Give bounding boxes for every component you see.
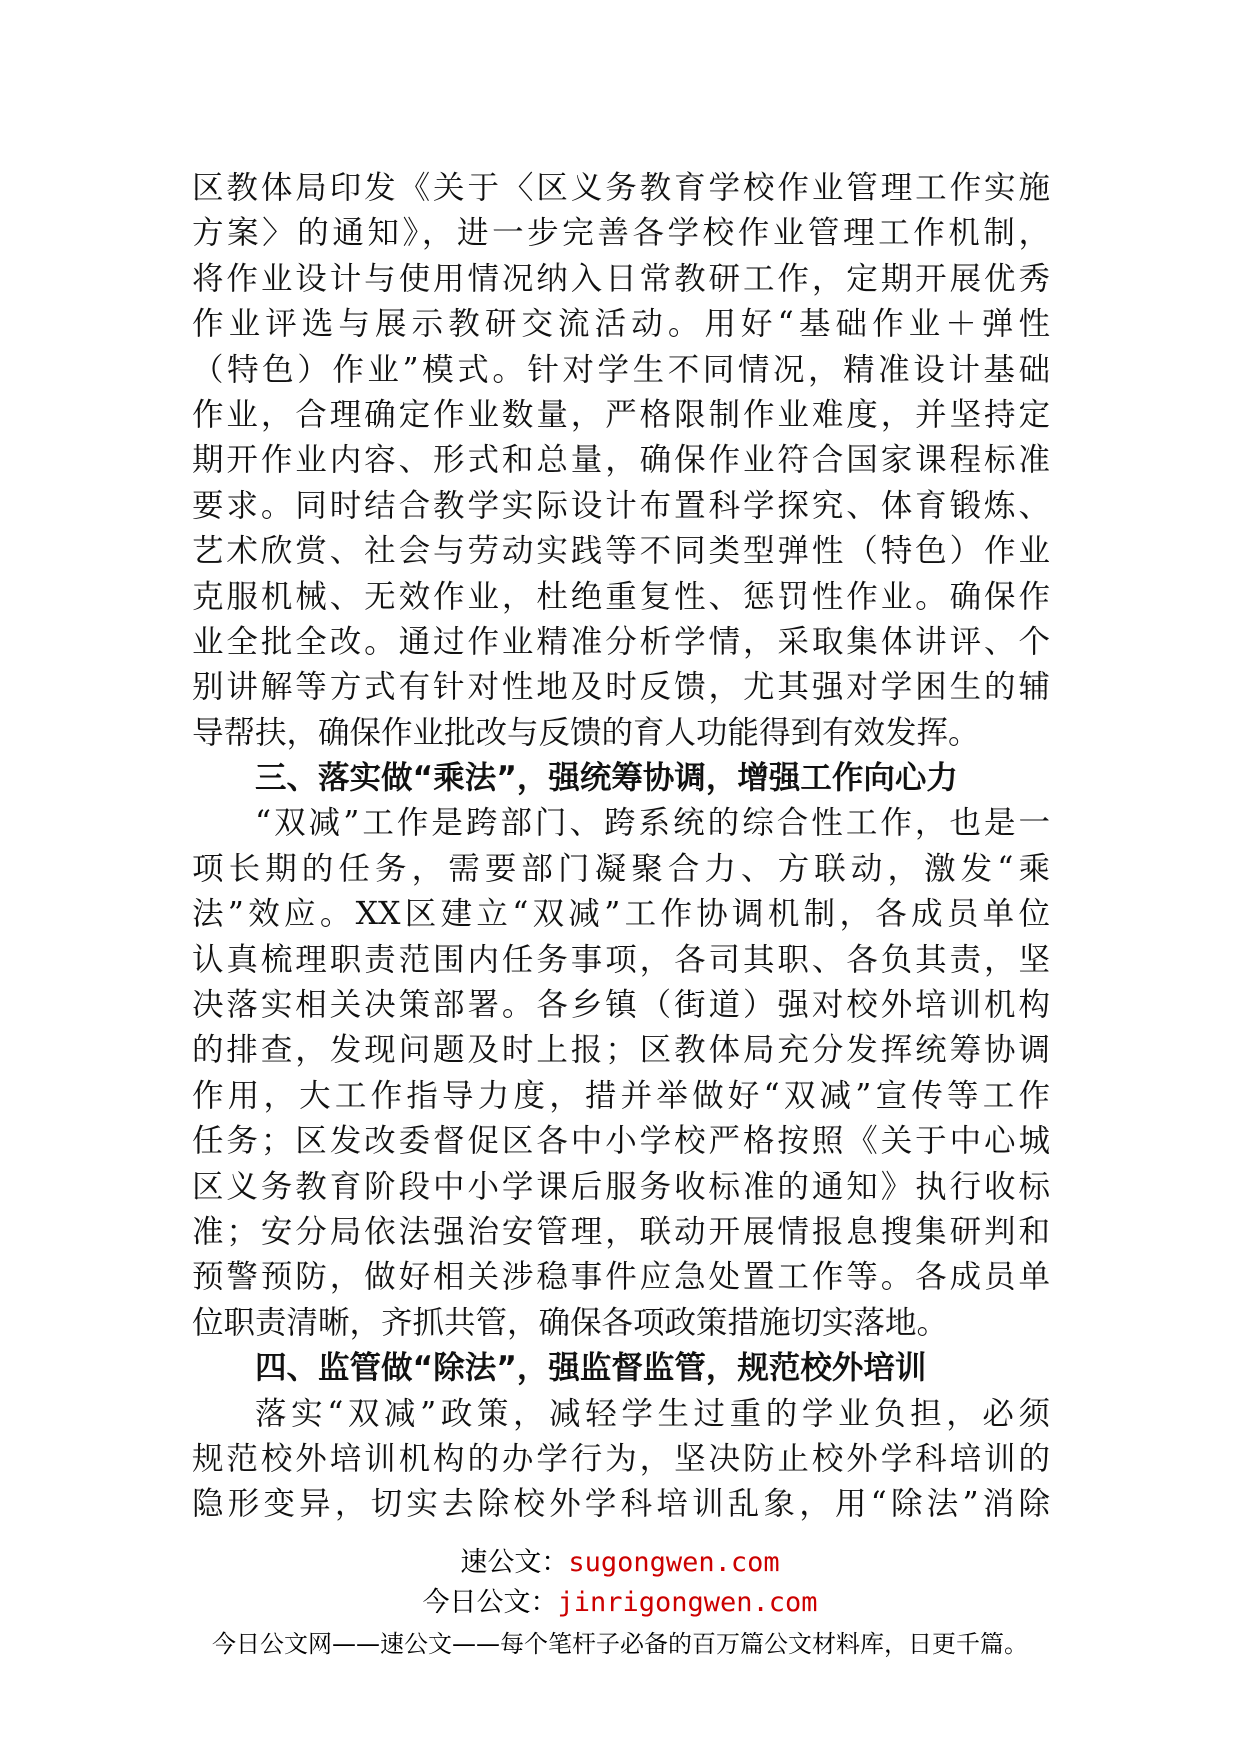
- body-line: 导帮扶，确保作业批改与反馈的育人功能得到有效发挥。: [192, 714, 980, 751]
- section3-line: 作用，大工作指导力度，措并举做好“双减”宣传等工作: [192, 1077, 1050, 1114]
- body-line: 作业评选与展示教研交流活动。用好“基础作业＋弹性: [192, 306, 1050, 343]
- footer-link-jinrigongwen[interactable]: jinrigongwen.com: [557, 1587, 818, 1618]
- section4-line: 规范校外培训机构的办学行为，坚决防止校外学科培训的: [192, 1440, 1050, 1477]
- body-line: 期开作业内容、形式和总量，确保作业符合国家课程标准: [192, 442, 1050, 479]
- body-line: 方案〉的通知》，进一步完善各学校作业管理工作机制，: [192, 215, 1050, 252]
- section3-line: 项长期的任务，需要部门凝聚合力、方联动，激发“乘: [192, 850, 1050, 887]
- section4-line: 落实“双减”政策，减轻学生过重的学业负担，必须: [255, 1395, 1050, 1432]
- section-heading-3: 三、落实做“乘法”，强统筹协调，增强工作向心力: [255, 760, 958, 797]
- body-line: 别讲解等方式有针对性地及时反馈，尤其强对学困生的辅: [192, 669, 1050, 706]
- body-line: 业全批全改。通过作业精准分析学情，采取集体讲评、个: [192, 623, 1050, 660]
- body-line: 将作业设计与使用情况纳入日常教研工作，定期开展优秀: [192, 260, 1050, 297]
- section4-line: 隐形变异，切实去除校外学科培训乱象，用“除法”消除: [192, 1486, 1050, 1523]
- body-line: 区教体局印发《关于〈区义务教育学校作业管理工作实施: [192, 170, 1050, 206]
- section3-line: 预警预防，做好相关涉稳事件应急处置工作等。各成员单: [192, 1259, 1050, 1296]
- body-line: （特色）作业”模式。针对学生不同情况，精准设计基础: [192, 351, 1050, 388]
- document-body: [192, 166, 1050, 1528]
- body-line: 艺术欣赏、社会与劳动实践等不同类型弹性（特色）作业: [192, 533, 1050, 570]
- footer-label-1: 速公文：: [460, 1547, 569, 1578]
- section-heading-4: 四、监管做“除法”，强监督监管，规范校外培训: [255, 1350, 927, 1387]
- footer-sugongwen: [0, 1545, 1240, 1581]
- section3-line: 位职责清晰，齐抓共管，确保各项政策措施切实落地。: [192, 1304, 949, 1341]
- body-line: 要求。同时结合教学实际设计布置科学探究、体育锻炼、: [192, 487, 1050, 524]
- body-line: 作业，合理确定作业数量，严格限制作业难度，并坚持定: [192, 396, 1050, 433]
- body-line: 克服机械、无效作业，杜绝重复性、惩罚性作业。确保作: [192, 578, 1050, 615]
- section3-line: 法”效应。XX区建立“双减”工作协调机制，各成员单位: [192, 896, 1050, 933]
- section3-line: 区义务教育阶段中小学课后服务收标准的通知》执行收标: [192, 1168, 1050, 1205]
- section3-line: 准；安分局依法强治安管理，联动开展情报息搜集研判和: [192, 1213, 1050, 1250]
- section3-line: 任务；区发改委督促区各中小学校严格按照《关于中心城: [192, 1123, 1050, 1160]
- section3-line: 认真梳理职责范围内任务事项，各司其职、各负其责，坚: [192, 941, 1050, 978]
- section3-line: “双减”工作是跨部门、跨系统的综合性工作，也是一: [255, 805, 1050, 842]
- footer-slogan: 今日公文网——速公文——每个笔杆子必备的百万篇公文材料库，日更千篇。: [212, 1630, 1028, 1658]
- section3-line: 决落实相关决策部署。各乡镇（街道）强对校外培训机构: [192, 987, 1050, 1024]
- footer-link-sugongwen[interactable]: sugongwen.com: [568, 1547, 780, 1578]
- footer-label-2: 今日公文：: [422, 1587, 558, 1618]
- footer-jinrigongwen: [0, 1585, 1240, 1621]
- section3-line: 的排查，发现问题及时上报；区教体局充分发挥统筹协调: [192, 1032, 1050, 1069]
